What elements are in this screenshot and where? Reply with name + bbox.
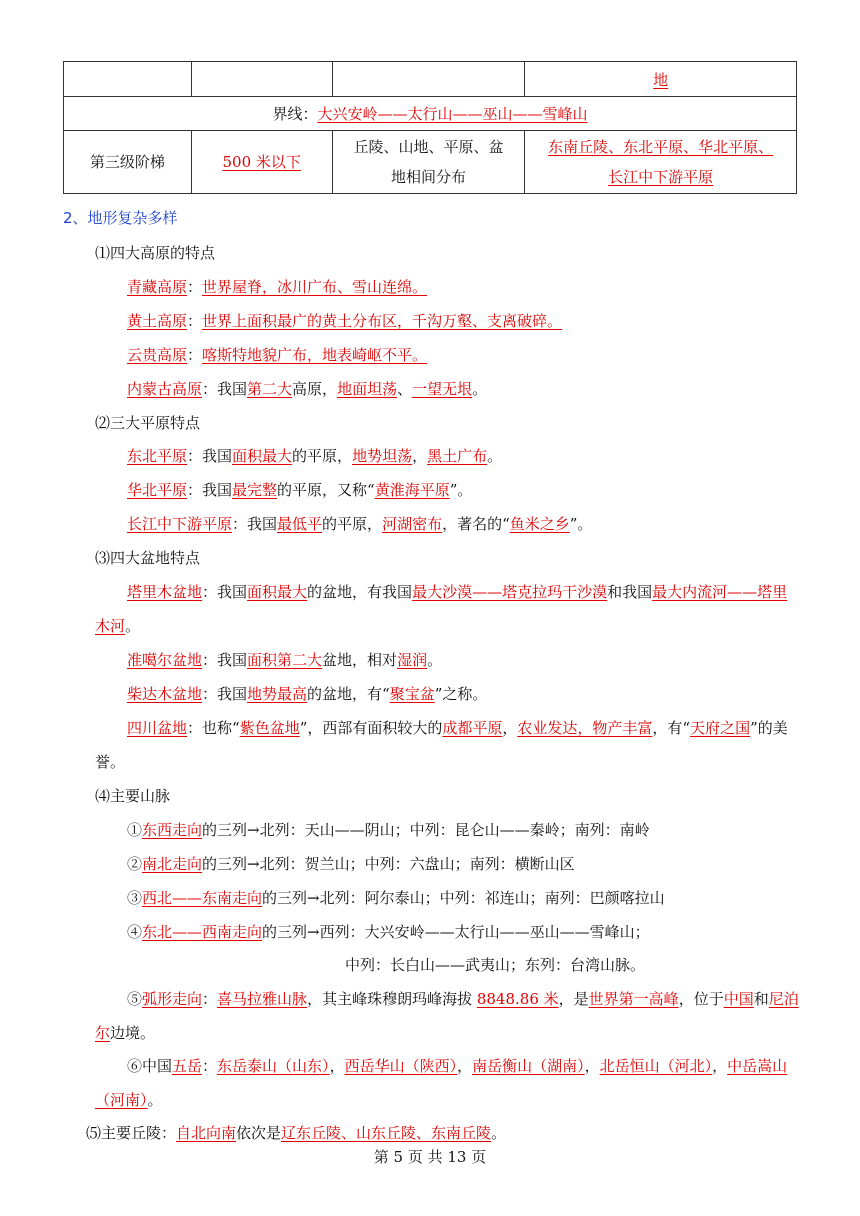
- text-segment: 的盆地，有我国: [307, 583, 413, 601]
- key-term: 河湖密布: [382, 515, 443, 533]
- table-row: [64, 97, 797, 131]
- key-term: 湿润: [397, 651, 428, 669]
- text-segment: 。: [125, 617, 141, 635]
- list-item: [127, 439, 502, 473]
- text-segment: ，其主峰珠穆朗玛峰海拔: [307, 990, 477, 1008]
- key-term: 东北——西南走向: [142, 923, 263, 941]
- key-term: 内蒙古高原: [127, 380, 203, 398]
- text-segment: ，著名的“: [442, 515, 510, 533]
- text-segment: ，: [412, 447, 428, 465]
- text-segment: ，: [457, 1057, 473, 1075]
- key-term: 一望无垠: [412, 380, 473, 398]
- text-segment: 的三列→北列：贺兰山；中列：六盘山；南列：横断山区: [202, 855, 575, 873]
- key-term: 西岳华山（陕西）: [344, 1057, 458, 1075]
- text-segment: ，: [712, 1057, 728, 1075]
- list-item: [127, 304, 562, 338]
- key-term: 中国: [723, 990, 754, 1008]
- key-term: 自北向南: [176, 1124, 237, 1142]
- key-term: 最完整: [232, 481, 278, 499]
- list-item: [127, 847, 575, 881]
- key-term: 面积第二大: [247, 651, 323, 669]
- text-segment: 。: [147, 1091, 163, 1109]
- text-segment: 的平原，: [322, 515, 383, 533]
- key-term: 面积最大: [232, 447, 293, 465]
- key-term: 天府之国: [690, 719, 751, 737]
- altitude-cell: 500 米以下: [222, 153, 301, 171]
- text-segment: 高原，: [292, 380, 338, 398]
- key-term: 北岳恒山（河北）: [599, 1057, 713, 1075]
- text-segment: 的三列→北列：阿尔泰山；中列：祁连山；南列：巴颜喀拉山: [262, 889, 665, 907]
- text-segment: ”，西部有面积较大的: [299, 719, 443, 737]
- text-segment: ⑥中国: [127, 1057, 173, 1075]
- key-term: 地势最高: [247, 685, 308, 703]
- key-term: 最大内流河——塔里木河: [95, 583, 788, 635]
- text-segment: 和: [753, 990, 769, 1008]
- text-segment: ”。: [449, 481, 473, 499]
- text-segment: ：: [187, 278, 203, 296]
- key-term: 西北——东南走向: [142, 889, 263, 907]
- list-item: [95, 1049, 800, 1117]
- list-item: [127, 813, 650, 847]
- key-term: 四川盆地: [127, 719, 188, 737]
- text-segment: 的三列→西列：大兴安岭——太行山——巫山——雪峰山；: [262, 923, 650, 941]
- regions-cell: 东南丘陵、东北平原、华北平原、 长江中下游平原: [525, 131, 797, 194]
- text-segment: ④: [127, 923, 143, 941]
- text-segment: ：我国: [187, 447, 233, 465]
- text-segment: ：也称“: [187, 719, 240, 737]
- text-segment: ，: [502, 719, 518, 737]
- key-term: 弧形走向: [142, 990, 203, 1008]
- key-term: 华北平原: [127, 481, 188, 499]
- key-term: 鱼米之乡: [509, 515, 570, 533]
- key-term: 长江中下游平原: [127, 515, 233, 533]
- key-term: 五岳: [172, 1057, 203, 1075]
- key-term: 塔里木盆地: [127, 583, 203, 601]
- text-segment: 。: [491, 1124, 507, 1142]
- key-term: 成都平原: [442, 719, 503, 737]
- key-term: 东岳泰山（山东）: [217, 1057, 330, 1075]
- list-item: [95, 711, 800, 779]
- boundary-value: 大兴安岭——太行山——巫山——雪峰山: [317, 105, 588, 123]
- subsection-title-plateaus: ⑴四大高原的特点: [95, 244, 216, 262]
- key-term: 第二大: [247, 380, 293, 398]
- list-item: [127, 677, 487, 711]
- text-segment: 盆地，相对: [322, 651, 398, 669]
- key-term: 辽东丘陵、山东丘陵、东南丘陵: [281, 1124, 492, 1142]
- list-item: [95, 982, 800, 1050]
- terrain-cell: 丘陵、山地、平原、盆 地相间分布: [332, 131, 525, 194]
- list-item: [127, 643, 442, 677]
- key-term: 南北走向: [142, 855, 203, 873]
- key-term: 地势坦荡: [352, 447, 413, 465]
- key-term: 准噶尔盆地: [127, 651, 203, 669]
- text-segment: 。: [472, 380, 488, 398]
- text-segment: ：: [202, 990, 218, 1008]
- text-segment: ：我国: [202, 380, 248, 398]
- text-segment: ”。: [569, 515, 593, 533]
- text-segment: ：我国: [202, 685, 248, 703]
- text-segment: ：我国: [232, 515, 278, 533]
- list-item-continuation: 中列：长白山——武夷山；东列：台湾山脉。: [345, 956, 646, 974]
- key-term: 农业发达，物产丰富: [517, 719, 653, 737]
- key-term: 黄淮海平原: [374, 481, 450, 499]
- text-segment: ：: [187, 346, 203, 364]
- key-term: 柴达木盆地: [127, 685, 203, 703]
- text-segment: ，: [329, 1057, 345, 1075]
- key-term: 紫色盆地: [239, 719, 300, 737]
- subsection-title-plains: ⑵三大平原特点: [95, 414, 201, 432]
- key-term: 中岳嵩山（河南）: [95, 1057, 788, 1109]
- list-item: [127, 338, 427, 372]
- table-row: [64, 62, 797, 97]
- text-segment: 依次是: [236, 1124, 282, 1142]
- text-segment: ：我国: [202, 583, 248, 601]
- text-segment: ③: [127, 889, 143, 907]
- text-segment: 。: [487, 447, 503, 465]
- table-row: [64, 131, 797, 194]
- list-item: [127, 270, 427, 304]
- section-heading: 2、地形复杂多样: [63, 209, 178, 227]
- text-segment: 的三列→北列：天山——阴山；中列：昆仑山——秦岭；南列：南岭: [202, 821, 650, 839]
- key-term: 最低平: [277, 515, 323, 533]
- text-segment: ，: [584, 1057, 600, 1075]
- key-term: 世界上面积最广的黄土分布区，千沟万壑、支离破碎。: [202, 312, 563, 330]
- key-term: 青藏高原: [127, 278, 188, 296]
- text-segment: 、: [397, 380, 413, 398]
- list-item: [127, 372, 487, 406]
- key-term: 南岳衡山（湖南）: [472, 1057, 585, 1075]
- list-item: [127, 881, 665, 915]
- key-term: 喀斯特地貌广布，地表崎岖不平。: [202, 346, 428, 364]
- step-name-cell: 第三级阶梯: [64, 131, 192, 194]
- text-segment: 的平原，: [292, 447, 353, 465]
- text-segment: ⑸主要丘陵：: [86, 1124, 177, 1142]
- key-term: 世界屋脊，冰川广布、雪山连绵。: [202, 278, 428, 296]
- text-segment: 的盆地，有“: [307, 685, 390, 703]
- key-term: 喜马拉雅山脉: [217, 990, 308, 1008]
- text-segment: ，是: [558, 990, 589, 1008]
- subsection-hills: [86, 1116, 506, 1150]
- text-segment: ①: [127, 821, 143, 839]
- key-term: 世界第一高峰: [588, 990, 679, 1008]
- key-term: 地面坦荡: [337, 380, 398, 398]
- key-term: 云贵高原: [127, 346, 188, 364]
- table-cell-region: 地: [653, 70, 669, 89]
- text-segment: ：我国: [187, 481, 233, 499]
- text-segment: 的平原，又称“: [277, 481, 375, 499]
- key-term: 黑土广布: [427, 447, 488, 465]
- text-segment: ”的美誉。: [95, 719, 788, 771]
- text-segment: ：: [187, 312, 203, 330]
- key-term: 8848.86 米: [476, 990, 559, 1008]
- subsection-title-basins: ⑶四大盆地特点: [95, 549, 201, 567]
- text-segment: ，位于: [678, 990, 724, 1008]
- key-term: 东西走向: [142, 821, 203, 839]
- text-segment: ，有“: [652, 719, 691, 737]
- text-segment: ⑤: [127, 990, 143, 1008]
- page-number: 第 5 页 共 13 页: [373, 1148, 487, 1166]
- list-item: [127, 473, 472, 507]
- key-term: 面积最大: [247, 583, 308, 601]
- list-item: [95, 575, 800, 643]
- key-term: 尼泊尔: [95, 990, 799, 1042]
- list-item: [127, 507, 592, 541]
- text-segment: ”之称。: [434, 685, 488, 703]
- text-segment: ②: [127, 855, 143, 873]
- key-term: 黄土高原: [127, 312, 188, 330]
- terrain-steps-table: [63, 61, 797, 194]
- subsection-title-mountains: ⑷主要山脉: [95, 787, 171, 805]
- key-term: 最大沙漠——塔克拉玛干沙漠: [412, 583, 608, 601]
- text-segment: 和我国: [607, 583, 653, 601]
- boundary-label: 界线：: [272, 105, 318, 123]
- key-term: 东北平原: [127, 447, 188, 465]
- list-item: [127, 915, 650, 949]
- text-segment: ：我国: [202, 651, 248, 669]
- key-term: 聚宝盆: [389, 685, 435, 703]
- text-segment: 边境。: [110, 1024, 156, 1042]
- text-segment: ：: [202, 1057, 218, 1075]
- text-segment: 。: [427, 651, 443, 669]
